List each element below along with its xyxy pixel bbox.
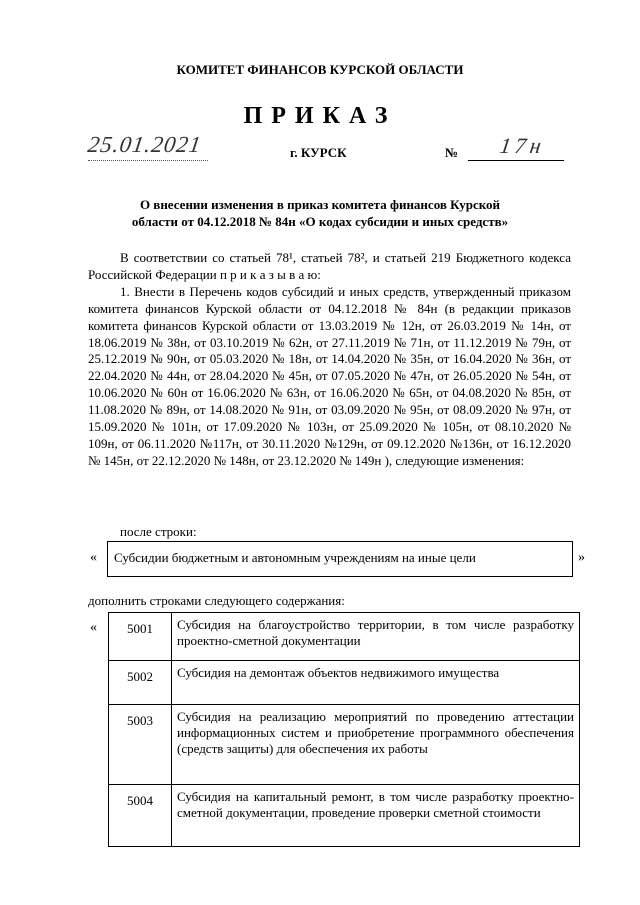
title-line-2: области от 04.12.2018 № 84н «О кодах субсидии и иных средств» [131,214,509,229]
code-cell: 5001 [109,613,172,661]
name-cell: Субсидия на демонтаж объектов недвижимого имущества [172,661,580,705]
after-row-text: Субсидии бюджетным и автономным учреждениям на иные цели [114,550,476,565]
document-number: 17н [498,133,547,158]
code-cell: 5003 [109,705,172,785]
after-row-box [107,541,573,577]
table-row [109,785,580,847]
code-cell: 5004 [109,785,172,847]
table-row [109,613,580,661]
supplement-label: дополнить строками следующего содержания: [88,593,345,608]
number-underline [468,160,564,161]
table-row [109,661,580,705]
name-cell: Субсидия на благоустройство территории, в том числе разработку проектно-сметной документации [172,613,580,661]
document-title [0,196,640,230]
close-quote: » [578,550,585,565]
organization-name: КОМИТЕТ ФИНАНСОВ КУРСКОЙ ОБЛАСТИ [176,62,464,77]
name-cell: Субсидия на капитальный ремонт, в том числе разработку проектно-сметной документации, проведение проверки сметной стоимости [172,785,580,847]
document-type: ПРИКАЗ [243,103,397,129]
city: г. КУРСК [290,145,347,160]
open-quote: « [90,550,97,565]
supplement-open-quote: « [90,620,97,635]
code-cell: 5002 [109,661,172,705]
after-row-label: после строки: [120,524,197,539]
table-row [109,705,580,785]
date-underline [88,160,208,161]
codes-table [108,612,580,847]
item-1-paragraph: 1. Внести в Перечень кодов субсидий и иных средств, утвержденный приказом комитета финансов Курской области от 04.12.2018 № 84н (в редакции приказов комитета финансов Курской области от 13.03.2019 № 12н, от 26.03.2019 № 14н, от 18.06.2019 № 38н, от 03.10.2019 № 62н, от 27.11.2019 № 71н, от 11.12.2019 № 79н, от 25.12.2019 № 90н, от 05.03.2020 № 18н, от 14.04.2020 № 35н, от 16.04.2020 № 36н, от 22.04.2020 № 44н, от 28.04.2020 № 45н, от 07.05.2020 № 47н, от 26.05.2020 № 54н, от 10.06.2020 № 60н от 16.06.2020 № 63н, от 16.06.2020 № 65н, от 04.08.2020 № 85н, от 11.08.2020 № 89н, от 14.08.2020 № 91н, от 03.09.2020 № 95н, от 08.09.2020 № 97н, от 15.09.2020 № 101н, от 17.09.2020 № 103н, от 25.09.2020 № 105н, от 08.10.2020 № 109н, от 06.11.2020 №117н, от 30.11.2020 №129н, от 09.12.2020 №136н, от 16.12.2020 № 145н, от 22.12.2020 № 148н, от 23.12.2020 № 149н ), следующие изменения: [88,283,571,468]
document-body [88,250,571,470]
preamble-paragraph: В соответствии со статьей 78¹, статьей 78², и статьей 219 Бюджетного кодекса Российской Федерации п р и к а з ы в а ю: [88,250,571,282]
number-label: № [445,145,459,160]
title-line-1: О внесении изменения в приказ комитета финансов Курской [139,197,501,212]
document-date: 25.01.2021 [86,132,204,157]
name-cell: Субсидия на реализацию мероприятий по проведению аттестации информационных систем и приобретение программного обеспечения (средств защиты) для обеспечения их работы [172,705,580,785]
